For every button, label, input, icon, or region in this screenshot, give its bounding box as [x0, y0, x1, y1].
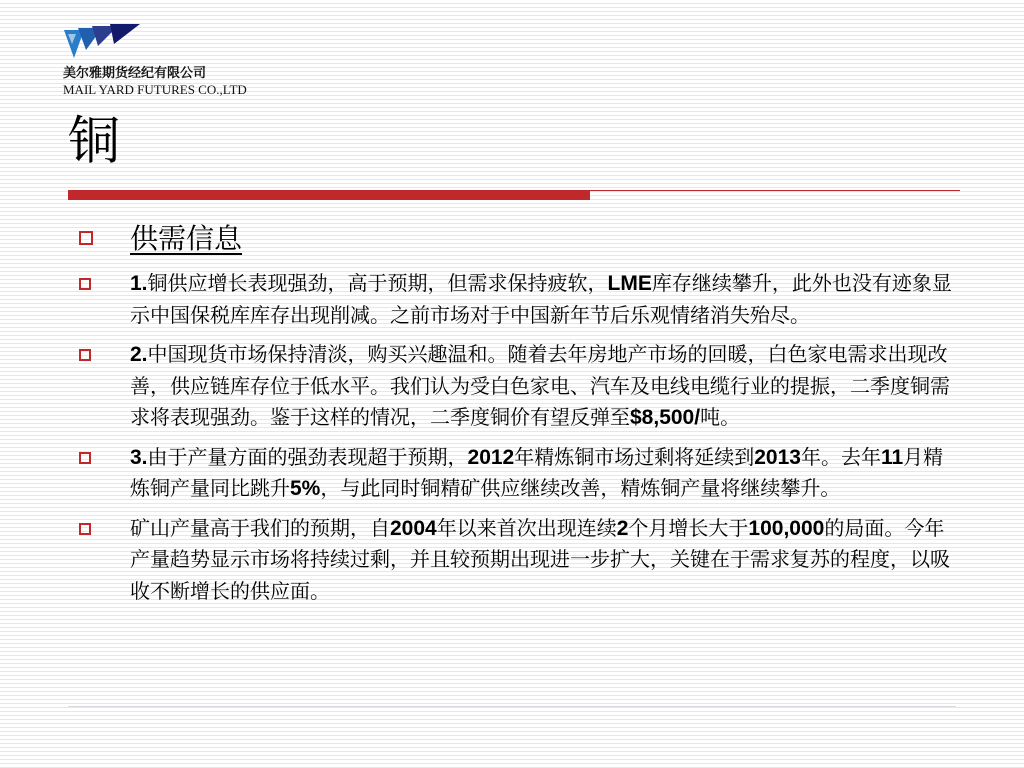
list-item	[76, 513, 966, 608]
bold-text-segment: 2012	[467, 445, 515, 469]
footer-divider	[68, 706, 956, 707]
bold-text-segment: 2	[616, 516, 629, 540]
company-name-en: MAIL YARD FUTURES CO.,LTD	[63, 82, 247, 97]
text-segment: 由于产量方面的强劲表现超于预期，	[147, 444, 468, 469]
text-segment: 矿山产量高于我们的预期，自	[130, 515, 390, 540]
bold-text-segment: 100,000	[748, 516, 825, 540]
company-name-cn: 美尔雅期货经纪有限公司	[63, 66, 207, 81]
bold-text-segment: 1.	[130, 272, 148, 295]
square-bullet-icon	[79, 231, 93, 245]
title-divider-thin	[590, 190, 960, 191]
paragraph-text	[130, 442, 958, 505]
company-logo-icon	[62, 20, 142, 62]
text-segment: 吨。	[700, 405, 741, 429]
text-segment: 个月增长大于	[628, 515, 749, 540]
square-bullet-icon	[79, 278, 91, 290]
square-bullet-icon	[79, 349, 91, 361]
square-bullet-icon	[79, 523, 91, 535]
bold-text-segment: LME	[607, 272, 652, 295]
square-bullet-icon	[79, 452, 91, 464]
text-segment: 中国现货市场保持清淡，购买兴趣温和。随着去年房地产市场的回暖，白色家电需求出现改善，供应链库存位于低水平。我们认为受白色家电、汽车及电线电缆行业的提振，二季度铜需求将表现强劲。鉴于这样的情况，二季度铜价有望反弹至	[130, 342, 950, 429]
bold-text-segment: $8,500/	[630, 406, 701, 429]
text-segment: 库存继续攀升，此外也没有迹象显示中国保税库库存出现削减。之前市场对于中国新年节后乐观情绪消失殆尽。	[130, 271, 952, 327]
bold-text-segment: 5%	[290, 477, 321, 500]
title-divider-thick	[68, 190, 590, 200]
text-segment: 月精炼铜产量同比跳升	[130, 444, 944, 500]
section-heading-item	[76, 218, 966, 260]
bold-text-segment: 2004	[390, 516, 437, 540]
text-segment: 年精炼铜市场过剩将延续到	[514, 444, 755, 469]
text-segment: 的局面。今年产量趋势显示市场将持续过剩，并且较预期出现进一步扩大，关键在于需求复苏的程度，以吸收不断增长的供应面。	[130, 515, 950, 603]
paragraph-text	[130, 339, 958, 434]
section-heading: 供需信息	[130, 222, 243, 255]
bold-text-segment: 2.	[130, 343, 148, 366]
paragraph-text	[130, 513, 958, 608]
text-segment: 年以来首次出现连续	[436, 515, 617, 540]
bold-text-segment: 2013	[754, 445, 801, 469]
text-segment: ，与此同时铜精矿供应继续改善，精炼铜产量将继续攀升。	[320, 476, 841, 500]
text-segment: 年。去年	[800, 444, 881, 469]
text-segment: 铜供应增长表现强劲，高于预期，但需求保持疲软，	[147, 271, 608, 295]
paragraph-text	[130, 268, 958, 331]
list-item	[76, 442, 966, 505]
slide-content	[76, 218, 966, 615]
list-item	[76, 268, 966, 331]
list-item	[76, 339, 966, 434]
page-title: 铜	[68, 112, 121, 172]
bold-text-segment: 3.	[130, 445, 148, 469]
bold-text-segment: 11	[880, 445, 904, 469]
